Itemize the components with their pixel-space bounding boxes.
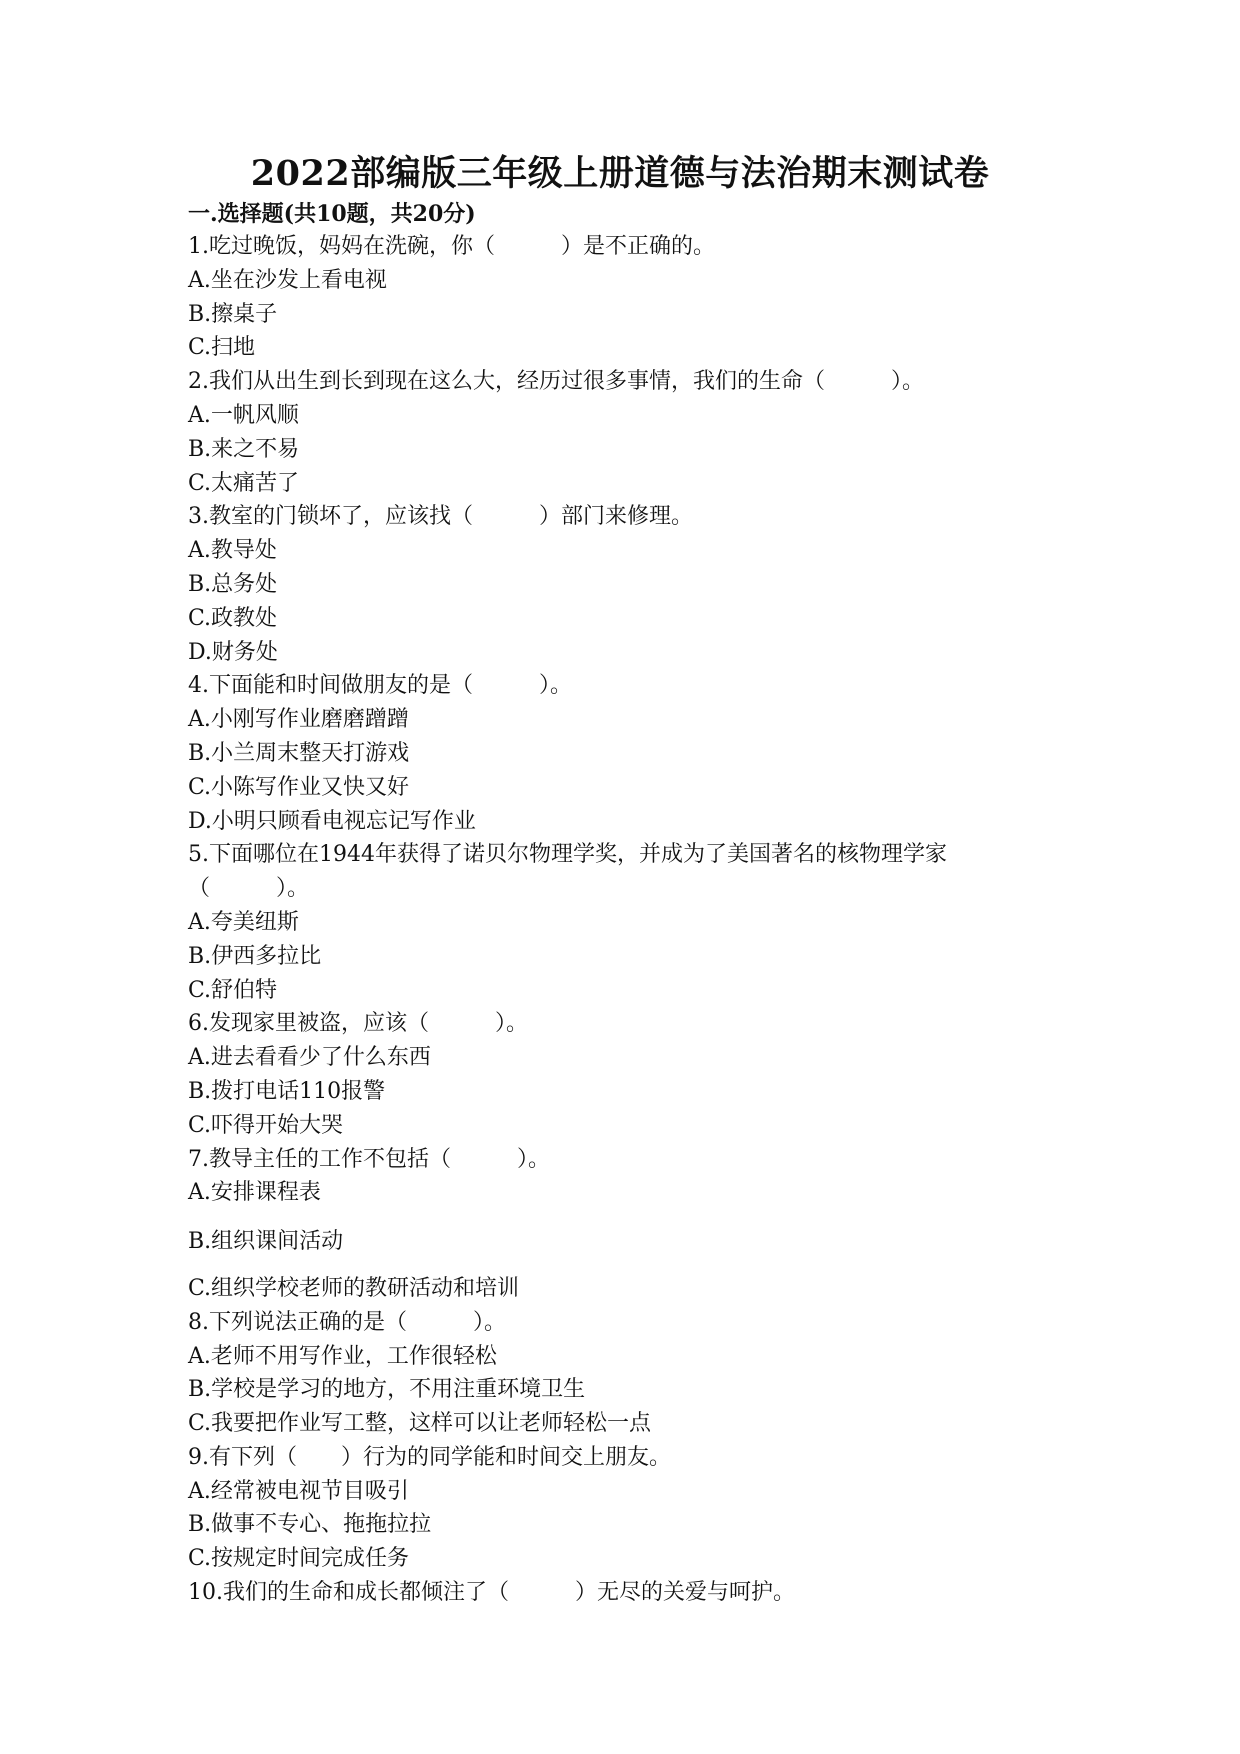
question-option: A.经常被电视节目吸引: [188, 1478, 409, 1504]
question-option: B.组织课间活动: [188, 1229, 344, 1255]
question-option: D.财务处: [188, 639, 278, 665]
section-heading: 一.选择题(共10题，共20分): [188, 201, 476, 227]
question-stem: 5.下面哪位在1944年获得了诺贝尔物理学奖，并成为了美国著名的核物理学家: [188, 842, 947, 868]
question-option: C.小陈写作业又快又好: [188, 774, 410, 800]
question-option: C.扫地: [188, 335, 256, 361]
question-option: B.擦桌子: [188, 301, 278, 327]
exam-title: 2022部编版三年级上册道德与法治期末测试卷: [250, 153, 990, 194]
question-stem: 8.下列说法正确的是（ ）。: [188, 1309, 506, 1335]
question-option: A.教导处: [188, 538, 277, 564]
question-option: C.我要把作业写工整，这样可以让老师轻松一点: [188, 1411, 652, 1437]
question-option: B.伊西多拉比: [188, 943, 322, 969]
question-option: C.舒伯特: [188, 977, 278, 1003]
question-list: [188, 230, 1068, 1610]
question-stem: 6.发现家里被盗，应该（ ）。: [188, 1011, 528, 1037]
question-stem-continuation: （ ）。: [188, 876, 310, 902]
question-option: C.按规定时间完成任务: [188, 1546, 410, 1572]
question-stem: 10.我们的生命和成长都倾注了（ ）无尽的关爱与呵护。: [188, 1580, 795, 1606]
question-option: B.来之不易: [188, 436, 300, 462]
question-option: B.总务处: [188, 571, 278, 597]
question-stem: 1.吃过晚饭，妈妈在洗碗，你（ ）是不正确的。: [188, 234, 715, 259]
question-stem: 3.教室的门锁坏了，应该找（ ）部门来修理。: [188, 504, 693, 530]
question-option: A.进去看看少了什么东西: [188, 1045, 431, 1071]
question-option: A.坐在沙发上看电视: [188, 267, 387, 293]
question-option: C.吓得开始大哭: [188, 1112, 344, 1138]
question-option: C.太痛苦了: [188, 470, 300, 496]
question-stem: 4.下面能和时间做朋友的是（ ）。: [188, 673, 572, 699]
question-option: B.学校是学习的地方，不用注重环境卫生: [188, 1377, 586, 1403]
question-option: B.做事不专心、拖拖拉拉: [188, 1512, 432, 1538]
question-option: C.政教处: [188, 605, 278, 631]
question-option: A.夸美纽斯: [188, 909, 299, 935]
question-stem: 2.我们从出生到长到现在这么大，经历过很多事情，我们的生命（ ）。: [188, 369, 924, 395]
question-option: A.安排课程表: [188, 1180, 321, 1206]
question-option: B.小兰周末整天打游戏: [188, 740, 410, 766]
question-option: A.小刚写作业磨磨蹭蹭: [188, 707, 409, 733]
question-option: D.小明只顾看电视忘记写作业: [188, 808, 476, 834]
question-option: A.一帆风顺: [188, 402, 299, 428]
question-option: B.拨打电话110报警: [188, 1078, 386, 1104]
question-stem: 9.有下列（ ）行为的同学能和时间交上朋友。: [188, 1444, 671, 1470]
question-option: A.老师不用写作业，工作很轻松: [188, 1343, 497, 1369]
question-option: C.组织学校老师的教研活动和培训: [188, 1275, 520, 1301]
question-stem: 7.教导主任的工作不包括（ ）。: [188, 1146, 550, 1172]
